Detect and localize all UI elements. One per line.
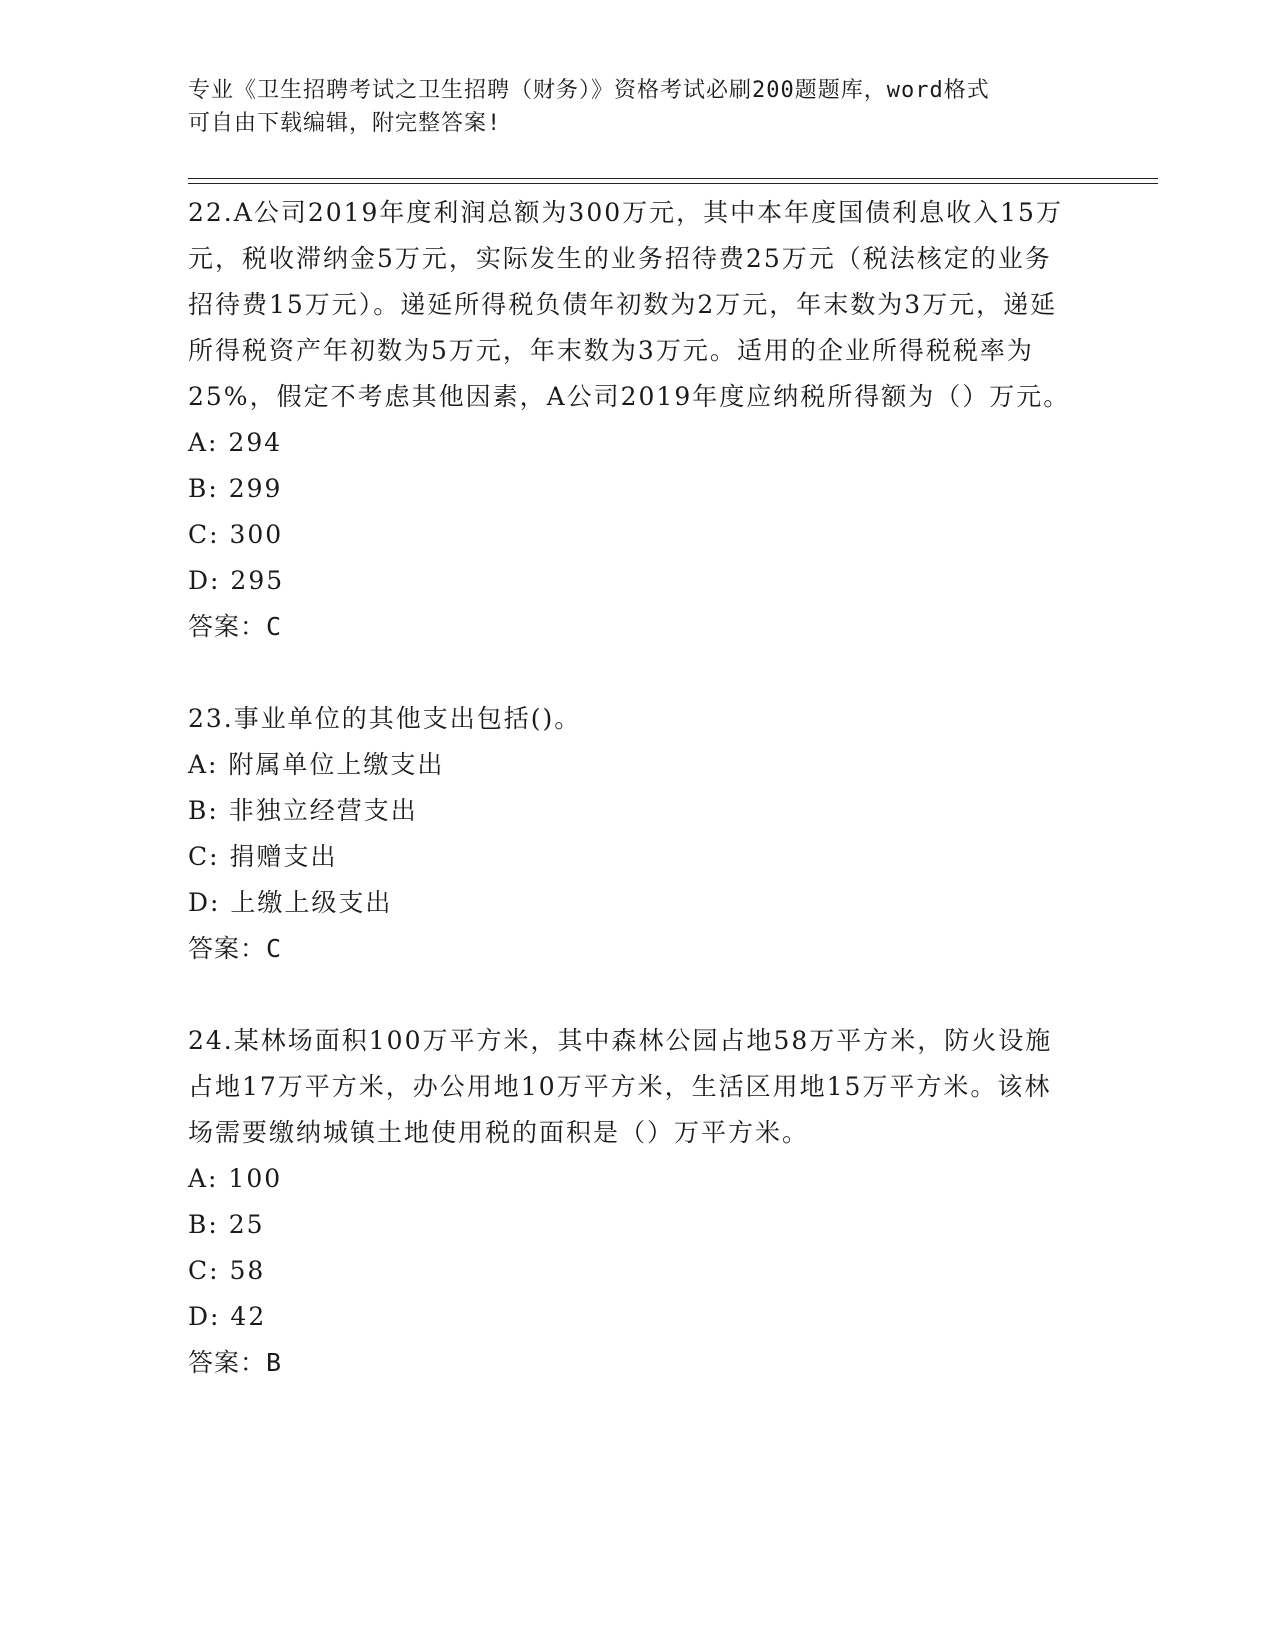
question-23 (188, 696, 1088, 972)
question-stem: 22.A公司2019年度利润总额为300万元，其中本年度国债利息收入15万元，税收滞纳金5万元，实际发生的业务招待费25万元（税法核定的业务招待费15万元）。递延所得税负债年初数为2万元，年末数为3万元，递延所得税资产年初数为5万元，年末数为3万元。适用的企业所得税税率为25%，假定不考虑其他因素，A公司2019年度应纳税所得额为（）万元。 (188, 198, 1071, 411)
option-c: C: 300 (188, 520, 284, 549)
question-list (188, 190, 1088, 1432)
option-a: A: 294 (188, 428, 283, 457)
answer: 答案：C (188, 612, 283, 641)
option-d: D: 42 (188, 1302, 267, 1331)
header-divider (188, 178, 1158, 184)
header-line-1: 专业《卫生招聘考试之卫生招聘（财务）》资格考试必刷200题题库，word格式 (188, 78, 990, 103)
header-line-2: 可自由下载编辑，附完整答案! (188, 111, 502, 136)
option-b: B: 299 (188, 474, 283, 503)
answer: 答案：C (188, 934, 283, 963)
question-stem: 24.某林场面积100万平方米，其中森林公园占地58万平方米，防火设施占地17万平方米，办公用地10万平方米，生活区用地15万平方米。该林场需要缴纳城镇土地使用税的面积是（）万平方米。 (188, 1026, 1053, 1147)
document-header (188, 74, 1088, 140)
question-22 (188, 190, 1088, 650)
option-b: B: 25 (188, 1210, 265, 1239)
option-c: C: 58 (188, 1256, 266, 1285)
answer: 答案：B (188, 1348, 283, 1377)
option-a: A: 附属单位上缴支出 (188, 750, 445, 779)
option-d: D: 上缴上级支出 (188, 888, 393, 917)
question-24 (188, 1018, 1088, 1386)
option-b: B: 非独立经营支出 (188, 796, 418, 825)
option-c: C: 捐赠支出 (188, 842, 338, 871)
option-d: D: 295 (188, 566, 285, 595)
option-a: A: 100 (188, 1164, 283, 1193)
question-stem: 23.事业单位的其他支出包括()。 (188, 704, 582, 733)
